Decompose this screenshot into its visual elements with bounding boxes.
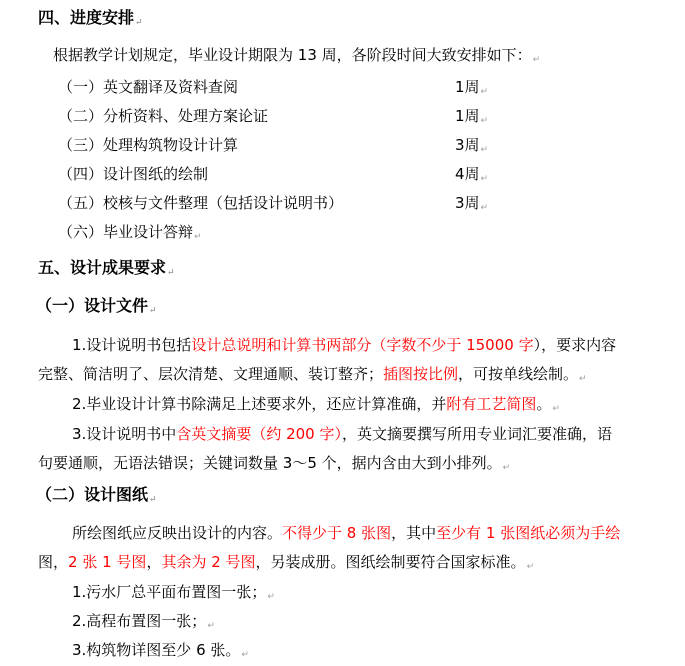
drawing-item-2 <box>72 611 215 636</box>
weeks-text: 1周 <box>455 78 480 96</box>
requirement-3-line-1 <box>72 424 612 444</box>
text: 完整、简洁明了、层次清楚、文理通顺、装订整齐； <box>38 365 384 383</box>
schedule-weeks <box>455 135 488 160</box>
emphasis-text: 插图按比例 <box>383 365 459 383</box>
paragraph-mark-icon: ↵ <box>502 463 511 473</box>
emphasis-text: 附有工艺简图 <box>446 395 537 413</box>
text: 1.设计说明书包括 <box>72 336 192 354</box>
schedule-label: （二）分析资料、处理方案论证 <box>58 107 269 125</box>
schedule-weeks <box>455 164 488 189</box>
text: ，英文摘要撰写所用专业词汇要准确，语 <box>341 425 612 443</box>
text: 3.构筑物详图至少 6 张。 <box>72 641 241 659</box>
text: 2.毕业设计计算书除满足上述要求外，还应计算准确，并 <box>72 395 447 413</box>
schedule-label: （三）处理构筑物设计计算 <box>58 136 239 154</box>
emphasis-text: 2 张 1 号图 <box>68 553 147 571</box>
weeks-text: 3周 <box>455 194 480 212</box>
emphasis-text: 不得少于 8 张图 <box>282 524 392 542</box>
emphasis-text: 设计总说明和计算书两部分（字数不少于 15000 字 <box>191 336 534 354</box>
paragraph-mark-icon: ↵ <box>532 55 541 65</box>
paragraph-mark-icon: ↵ <box>241 650 249 660</box>
paragraph-mark-icon: ↵ <box>207 621 215 631</box>
schedule-weeks <box>455 106 488 131</box>
paragraph-mark-icon: ↵ <box>194 232 202 242</box>
schedule-weeks <box>455 77 488 102</box>
paragraph-mark-icon: ↵ <box>135 18 143 28</box>
heading-deliverables <box>38 258 175 283</box>
paragraph-mark-icon: ↵ <box>552 404 560 414</box>
paragraph-mark-icon: ↵ <box>167 268 175 278</box>
drawing-item-3 <box>72 640 249 665</box>
text: 。 <box>536 395 552 413</box>
emphasis-text: 含英文摘要（约 200 字） <box>176 425 342 443</box>
text: ），要求内容 <box>533 336 617 354</box>
schedule-label: （六）毕业设计答辩 <box>58 223 194 241</box>
text: ，可按单线绘制。 <box>458 365 579 383</box>
schedule-intro <box>53 45 540 70</box>
text: 所绘图纸应反映出设计的内容。 <box>72 524 283 542</box>
paragraph-mark-icon: ↵ <box>149 306 157 316</box>
requirement-1-line-2 <box>38 364 587 389</box>
schedule-label: （四）设计图纸的绘制 <box>58 165 209 183</box>
text: ，另装成册。图纸绘制要符合国家标准。 <box>255 553 526 571</box>
subheading-design-documents <box>36 296 157 321</box>
text: 2.高程布置图一张； <box>72 612 207 630</box>
subheading-text: （一）设计文件 <box>36 296 149 315</box>
schedule-label: （一）英文翻译及资料查阅 <box>58 78 239 96</box>
weeks-text: 3周 <box>455 136 480 154</box>
text: ， <box>146 553 162 571</box>
text: 3.设计说明书中 <box>72 425 177 443</box>
requirement-3-line-2 <box>38 453 510 478</box>
requirement-1-line-1 <box>72 335 616 355</box>
paragraph-mark-icon: ↵ <box>480 145 489 155</box>
heading-schedule <box>38 8 143 33</box>
text: 1.污水厂总平面布置图一张； <box>72 583 267 601</box>
weeks-text: 1周 <box>455 107 480 125</box>
schedule-weeks <box>455 193 488 218</box>
text: 句要通顺，无语法错误；关键词数量 3～5 个，据内含由大到小排列。 <box>38 454 502 472</box>
paragraph-mark-icon: ↵ <box>480 174 489 184</box>
paragraph-mark-icon: ↵ <box>526 562 535 572</box>
paragraph-mark-icon: ↵ <box>480 203 489 213</box>
drawings-paragraph-line-2 <box>38 552 534 577</box>
schedule-label: （五）校核与文件整理（包括设计说明书） <box>58 194 344 212</box>
subheading-text: （二）设计图纸 <box>36 485 149 504</box>
weeks-text: 4周 <box>455 165 480 183</box>
requirement-2 <box>72 394 560 419</box>
emphasis-text: 至少有 1 张图纸必须为手绘 <box>436 524 621 542</box>
paragraph-mark-icon: ↵ <box>579 374 587 384</box>
intro-text: 根据教学计划规定，毕业设计期限为 13 周，各阶段时间大致安排如下： <box>53 46 532 64</box>
drawing-item-1 <box>72 582 275 607</box>
subheading-design-drawings <box>36 485 157 510</box>
text: 图 <box>38 553 54 571</box>
text: ， <box>53 553 69 571</box>
paragraph-mark-icon: ↵ <box>149 495 157 505</box>
emphasis-text: 其余为 2 号图 <box>161 553 256 571</box>
schedule-item-6 <box>58 222 202 247</box>
text: ，其中 <box>391 524 437 542</box>
heading-text: 四、进度安排 <box>38 8 135 27</box>
paragraph-mark-icon: ↵ <box>480 116 489 126</box>
drawings-paragraph-line-1 <box>72 523 620 543</box>
paragraph-mark-icon: ↵ <box>480 87 489 97</box>
heading-text: 五、设计成果要求 <box>38 258 167 277</box>
paragraph-mark-icon: ↵ <box>267 592 275 602</box>
